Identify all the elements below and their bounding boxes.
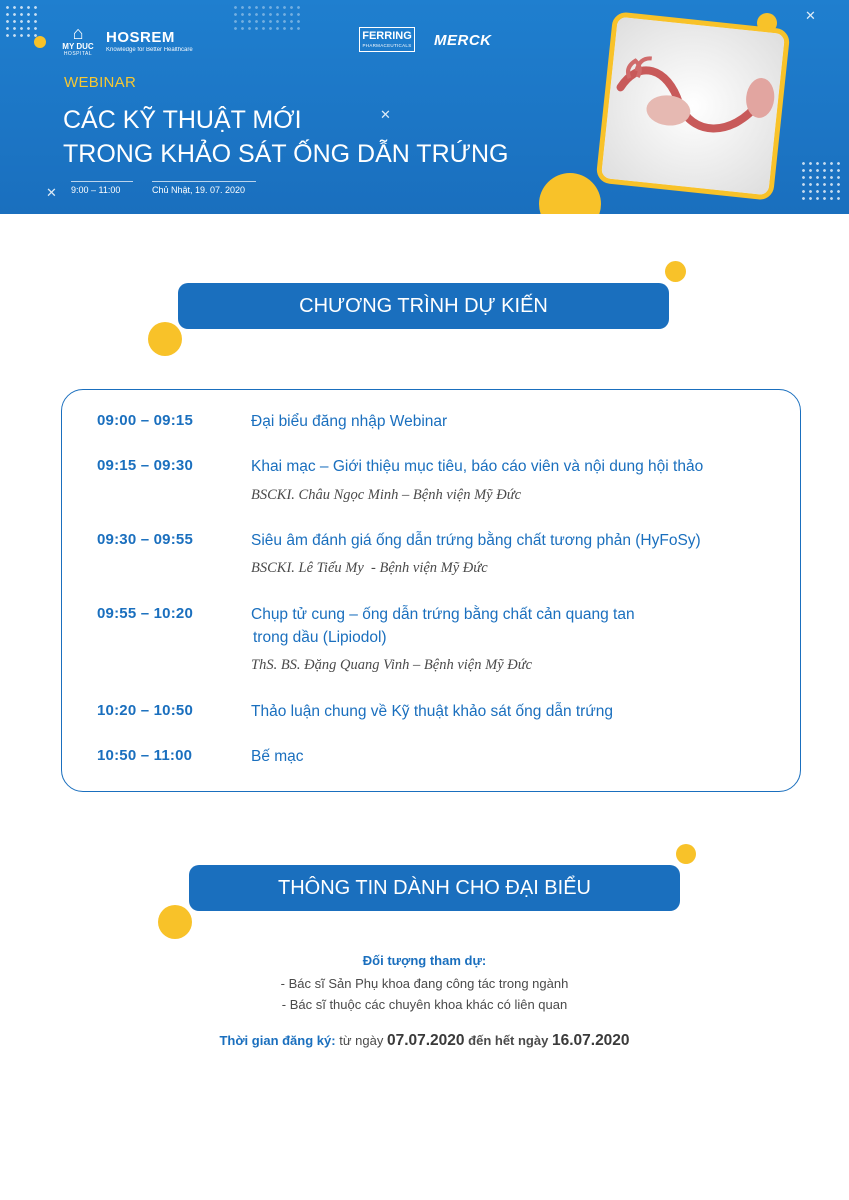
yellow-dot-decoration <box>158 905 192 939</box>
myduc-logo-sub: HOSPITAL <box>63 51 93 57</box>
dot-pattern-decoration <box>800 160 840 204</box>
schedule-topic: Siêu âm đánh giá ống dẫn trứng bằng chất tương phản (HyFoSy) <box>251 532 701 549</box>
program-schedule <box>61 389 801 792</box>
schedule-time: 09:00 – 09:15 <box>97 412 194 429</box>
registration-period <box>0 1032 849 1050</box>
cross-decoration: ✕ <box>380 107 391 122</box>
audience-heading: Đối tượng tham dự: <box>362 953 487 968</box>
ferring-logo <box>359 27 415 52</box>
audience-item: - Bác sĩ thuộc các chuyên khoa khác có liên quan <box>281 997 568 1012</box>
myduc-hospital-logo <box>62 24 94 57</box>
cross-decoration: ✕ <box>46 185 57 200</box>
registration-from-text: từ ngày <box>339 1033 384 1048</box>
yellow-dot-decoration <box>665 261 686 282</box>
fallopian-tube-graphic <box>601 17 785 196</box>
registration-start-date: 07.07.2020 <box>386 1032 465 1049</box>
yellow-dot-decoration <box>676 844 696 864</box>
myduc-logo-name: MY DUC <box>62 42 94 51</box>
registration-end-date: 16.07.2020 <box>551 1032 630 1049</box>
schedule-topic: Thảo luận chung về Kỹ thuật khảo sát ống dẫn trứng <box>251 703 613 720</box>
dot-pattern-decoration <box>232 4 304 32</box>
schedule-time: 09:15 – 09:30 <box>97 457 194 474</box>
schedule-topic <box>251 603 771 649</box>
schedule-speaker: BSCKI. Lê Tiểu My - Bệnh viện Mỹ Đức <box>251 560 488 576</box>
fallopian-tube-illustration <box>595 11 790 201</box>
schedule-speaker: BSCKI. Châu Ngọc Minh – Bệnh viện Mỹ Đức <box>251 487 522 503</box>
schedule-topic: Đại biểu đăng nhập Webinar <box>251 413 448 430</box>
schedule-speaker: ThS. BS. Đặng Quang Vinh – Bệnh viện Mỹ Đức <box>251 657 533 673</box>
schedule-topic-line-1: Chụp tử cung – ống dẫn trứng bằng chất cản quang tan <box>251 606 635 623</box>
schedule-time: 10:20 – 10:50 <box>97 702 194 719</box>
schedule-time: 09:30 – 09:55 <box>97 531 194 548</box>
schedule-topic-line-2: trong dầu (Lipiodol) <box>253 629 387 646</box>
registration-mid-text: đến hết ngày <box>468 1033 549 1048</box>
ferring-logo-name: FERRING <box>362 30 412 42</box>
program-section-header: CHƯƠNG TRÌNH DỰ KIẾN <box>178 283 669 329</box>
title-line-1: CÁC KỸ THUẬT MỚI <box>63 106 302 134</box>
page-title <box>63 103 508 171</box>
schedule-time: 10:50 – 11:00 <box>97 747 193 764</box>
audience-item: - Bác sĩ Sản Phụ khoa đang công tác trong ngành <box>280 976 569 991</box>
ferring-logo-sub: PHARMACEUTICALS <box>362 43 412 48</box>
yellow-dot-decoration <box>34 36 46 48</box>
yellow-half-circle-decoration <box>539 173 601 214</box>
event-time: 9:00 – 11:00 <box>71 181 133 195</box>
merck-logo: MERCK <box>434 32 492 49</box>
myduc-logo-icon: ⌂ <box>72 23 84 43</box>
header-banner <box>0 0 849 214</box>
hosrem-logo <box>106 30 193 54</box>
hosrem-logo-tagline: Knowledge for Better Healthcare <box>106 47 193 53</box>
dot-pattern-decoration <box>4 4 40 40</box>
event-date: Chủ Nhật, 19. 07. 2020 <box>152 181 256 195</box>
webinar-label: WEBINAR <box>64 74 137 91</box>
schedule-topic: Khai mạc – Giới thiệu mục tiêu, báo cáo viên và nội dung hội thảo <box>251 458 704 475</box>
info-section-header: THÔNG TIN DÀNH CHO ĐẠI BIỂU <box>189 865 680 911</box>
schedule-time: 09:55 – 10:20 <box>97 605 194 622</box>
hosrem-logo-name: HOSREM <box>106 29 175 46</box>
schedule-topic: Bế mạc <box>251 748 304 765</box>
registration-label: Thời gian đăng ký: <box>219 1033 336 1048</box>
title-line-2: TRONG KHẢO SÁT ỐNG DẪN TRỨNG <box>63 140 509 168</box>
yellow-dot-decoration <box>148 322 182 356</box>
cross-decoration: ✕ <box>805 8 816 23</box>
